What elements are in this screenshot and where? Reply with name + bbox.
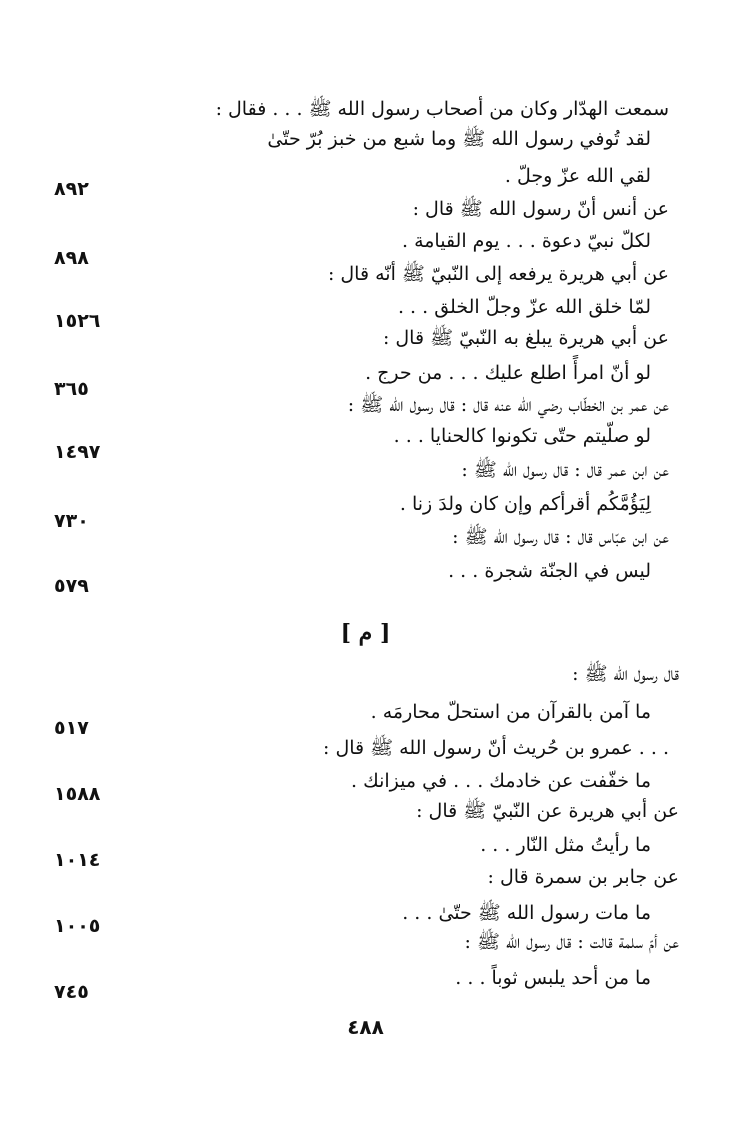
text-line: ما مات رسول الله ﷺ حتّىٰ . . . <box>402 902 651 924</box>
entry-number: ٥١٧ <box>54 717 89 739</box>
text-line: عن عمر بن الخطّاب رضي الله عنه قال : قال رسول الله ﷺ : <box>347 394 669 416</box>
entry-number: ٥٧٩ <box>54 575 89 597</box>
entry-number: ٣٦٥ <box>54 378 89 400</box>
text-line: لو صلّيتم حتّى تكونوا كالحنايا . . . <box>393 425 651 447</box>
entry-number: ١٠١٤ <box>54 849 101 871</box>
text-line: عن أبي هريرة عن النّبيّ ﷺ قال : <box>416 800 679 822</box>
text-line: عن أمّ سلمة قالت : قال رسول الله ﷺ : <box>464 931 679 953</box>
text-line: لقي الله عزّ وجلّ . <box>504 165 651 187</box>
text-line: لكلّ نبيّ دعوة . . . يوم القيامة . <box>401 230 651 252</box>
text-line: ما خفّفت عن خادمك . . . في ميزانك . <box>351 770 651 792</box>
text-line: قال رسول الله ﷺ : <box>572 663 679 685</box>
entry-number: ٨٩٢ <box>54 178 89 200</box>
entry-number: ٨٩٨ <box>54 247 89 269</box>
text-line: لمّا خلق الله عزّ وجلّ الخلق . . . <box>397 296 651 318</box>
text-line: عن أبي هريرة يرفعه إلى النّبيّ ﷺ أنّه قال : <box>327 263 669 285</box>
entry-number: ١٥٢٦ <box>54 310 101 332</box>
text-line: لقد تُوفي رسول الله ﷺ وما شبع من خبز بُرّ حتّىٰ <box>267 128 651 150</box>
text-line: عن أنس أنّ رسول الله ﷺ قال : <box>412 198 669 220</box>
text-line: ما آمن بالقرآن من استحلّ محارمَه . <box>370 701 651 723</box>
text-line: ما من أحد يلبس ثوباً . . . <box>455 967 651 989</box>
text-line: عن جابر بن سمرة قال : <box>487 866 679 888</box>
entry-number: ١٤٩٧ <box>54 441 101 463</box>
text-line: لو أنّ امرأً اطلع عليك . . . من حرج . <box>365 362 651 384</box>
page-number: ٤٨٨ <box>347 1015 384 1039</box>
text-line: . . . عمرو بن حُريث أنّ رسول الله ﷺ قال : <box>323 737 669 759</box>
entry-number: ٧٤٥ <box>54 981 89 1003</box>
text-line: ليس في الجنّة شجرة . . . <box>448 560 651 582</box>
text-line: عن ابن عمر قال : قال رسول الله ﷺ : <box>461 459 669 481</box>
entry-number: ٧٣٠ <box>54 510 89 532</box>
text-line: ما رأيتُ مثل النّار . . . <box>480 834 651 856</box>
text-line: سمعت الهدّار وكان من أصحاب رسول الله ﷺ . . . فقال : <box>215 98 669 120</box>
text-line: عن ابن عبّاس قال : قال رسول الله ﷺ : <box>452 526 669 548</box>
text-line: لِيَؤُمَّكُم أقرأكم وإن كان ولدَ زنا . <box>399 493 651 515</box>
text-line: عن أبي هريرة يبلغ به النّبيّ ﷺ قال : <box>382 327 669 349</box>
section-heading: [ م ] <box>340 620 391 646</box>
entry-number: ١٠٠٥ <box>54 915 101 937</box>
entry-number: ١٥٨٨ <box>54 783 101 805</box>
